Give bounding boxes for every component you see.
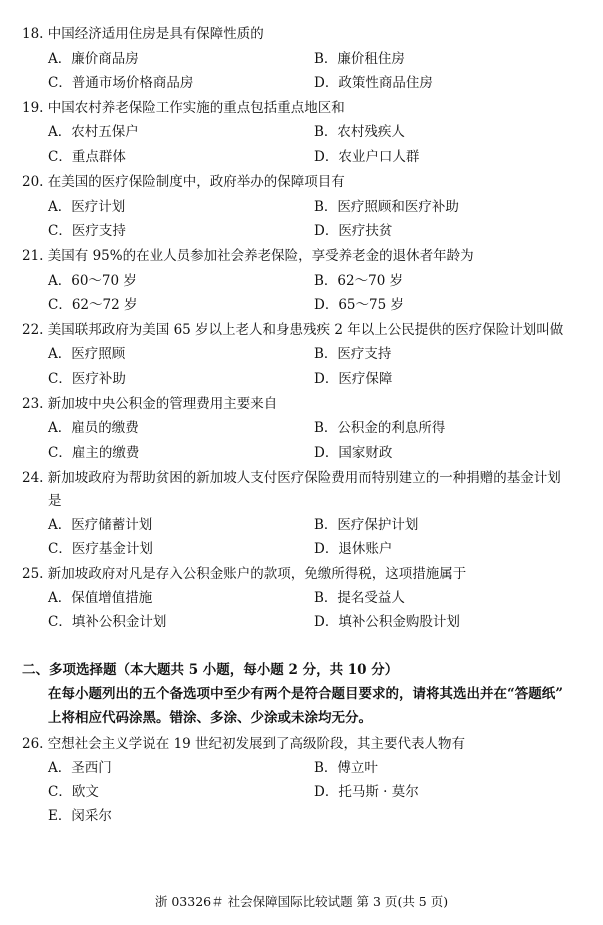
question-24-option-a: A．医疗储蓄计划 <box>48 517 153 533</box>
question-22-stem: 22. 美国联邦政府为美国 65 岁以上老人和身患残疾 2 年以上公民提供的医疗保险计划叫做 <box>22 322 564 338</box>
question-26-stem: 26. 空想社会主义学说在 19 世纪初发展到了高级阶段，其主要代表人物有 <box>22 736 466 752</box>
question-21-option-d: D．65～75 岁 <box>314 297 404 313</box>
question-25-option-b: B．提名受益人 <box>314 590 405 606</box>
question-26-option-d: D．托马斯 · 莫尔 <box>314 784 419 800</box>
question-20-option-d: D．医疗扶贫 <box>314 223 393 239</box>
page-footer: 浙 03326＃ 社会保障国际比较试题 第 3 页(共 5 页) <box>154 894 449 909</box>
question-19-option-d: D．农业户口人群 <box>314 149 420 165</box>
question-26-option-a: A．圣西门 <box>48 760 112 776</box>
question-21-option-a: A．60～70 岁 <box>48 273 137 289</box>
question-26-option-e: E．闵采尔 <box>48 808 112 824</box>
question-25-option-d: D．填补公积金购股计划 <box>314 614 460 630</box>
section-2-instruction-line-1: 在每小题列出的五个备选项中至少有两个是符合题目要求的，请将其选出并在“答题纸” <box>48 686 564 702</box>
question-24-stem: 24. 新加坡政府为帮助贫困的新加坡人支付医疗保险费用而特别建立的一种捐赠的基金计划 <box>22 470 561 486</box>
question-21-option-c: C．62～72 岁 <box>48 297 138 313</box>
question-23-option-a: A．雇员的缴费 <box>48 420 139 436</box>
question-20-stem: 20. 在美国的医疗保险制度中，政府举办的保障项目有 <box>22 174 345 190</box>
question-18-option-c: C．普通市场价格商品房 <box>48 75 194 91</box>
question-22-option-b: B．医疗支持 <box>314 346 392 362</box>
question-20-option-b: B．医疗照顾和医疗补助 <box>314 199 459 215</box>
question-19-stem: 19. 中国农村养老保险工作实施的重点包括重点地区和 <box>22 100 345 116</box>
question-18-option-d: D．政策性商品住房 <box>314 75 433 91</box>
question-22-option-a: A．医疗照顾 <box>48 346 126 362</box>
question-24-option-b: B．医疗保护计划 <box>314 517 419 533</box>
section-2-instruction-line-2: 上将相应代码涂黑。错涂、多涂、少涂或未涂均无分。 <box>48 710 372 726</box>
question-18-option-b: B．廉价租住房 <box>314 51 405 67</box>
question-25-option-c: C．填补公积金计划 <box>48 614 167 630</box>
question-19-option-b: B．农村残疾人 <box>314 124 405 140</box>
question-18-stem: 18. 中国经济适用住房是具有保障性质的 <box>22 26 264 42</box>
question-21-option-b: B．62～70 岁 <box>314 273 404 289</box>
question-22-option-c: C．医疗补助 <box>48 371 126 387</box>
question-25-option-a: A．保值增值措施 <box>48 590 153 606</box>
question-24-stem-continuation: 是 <box>48 493 62 509</box>
question-19-option-c: C．重点群体 <box>48 149 126 165</box>
question-26-option-c: C．欧文 <box>48 784 99 800</box>
question-22-option-d: D．医疗保障 <box>314 371 393 387</box>
question-23-option-c: C．雇主的缴费 <box>48 445 140 461</box>
question-19-option-a: A．农村五保户 <box>48 124 139 140</box>
question-20-option-a: A．医疗计划 <box>48 199 126 215</box>
question-24-option-d: D．退休账户 <box>314 541 393 557</box>
question-25-stem: 25. 新加坡政府对凡是存入公积金账户的款项，免缴所得税，这项措施属于 <box>22 566 467 582</box>
question-18-option-a: A．廉价商品房 <box>48 51 139 67</box>
section-2-title: 二、多项选择题（本大题共 5 小题，每小题 2 分，共 10 分） <box>22 662 399 678</box>
question-20-option-c: C．医疗支持 <box>48 223 126 239</box>
question-23-option-d: D．国家财政 <box>314 445 393 461</box>
question-21-stem: 21. 美国有 95%的在业人员参加社会养老保险，享受养老金的退休者年龄为 <box>22 248 474 264</box>
question-26-option-b: B．傅立叶 <box>314 760 378 776</box>
question-23-option-b: B．公积金的利息所得 <box>314 420 446 436</box>
question-23-stem: 23. 新加坡中央公积金的管理费用主要来自 <box>22 396 278 412</box>
question-24-option-c: C．医疗基金计划 <box>48 541 153 557</box>
